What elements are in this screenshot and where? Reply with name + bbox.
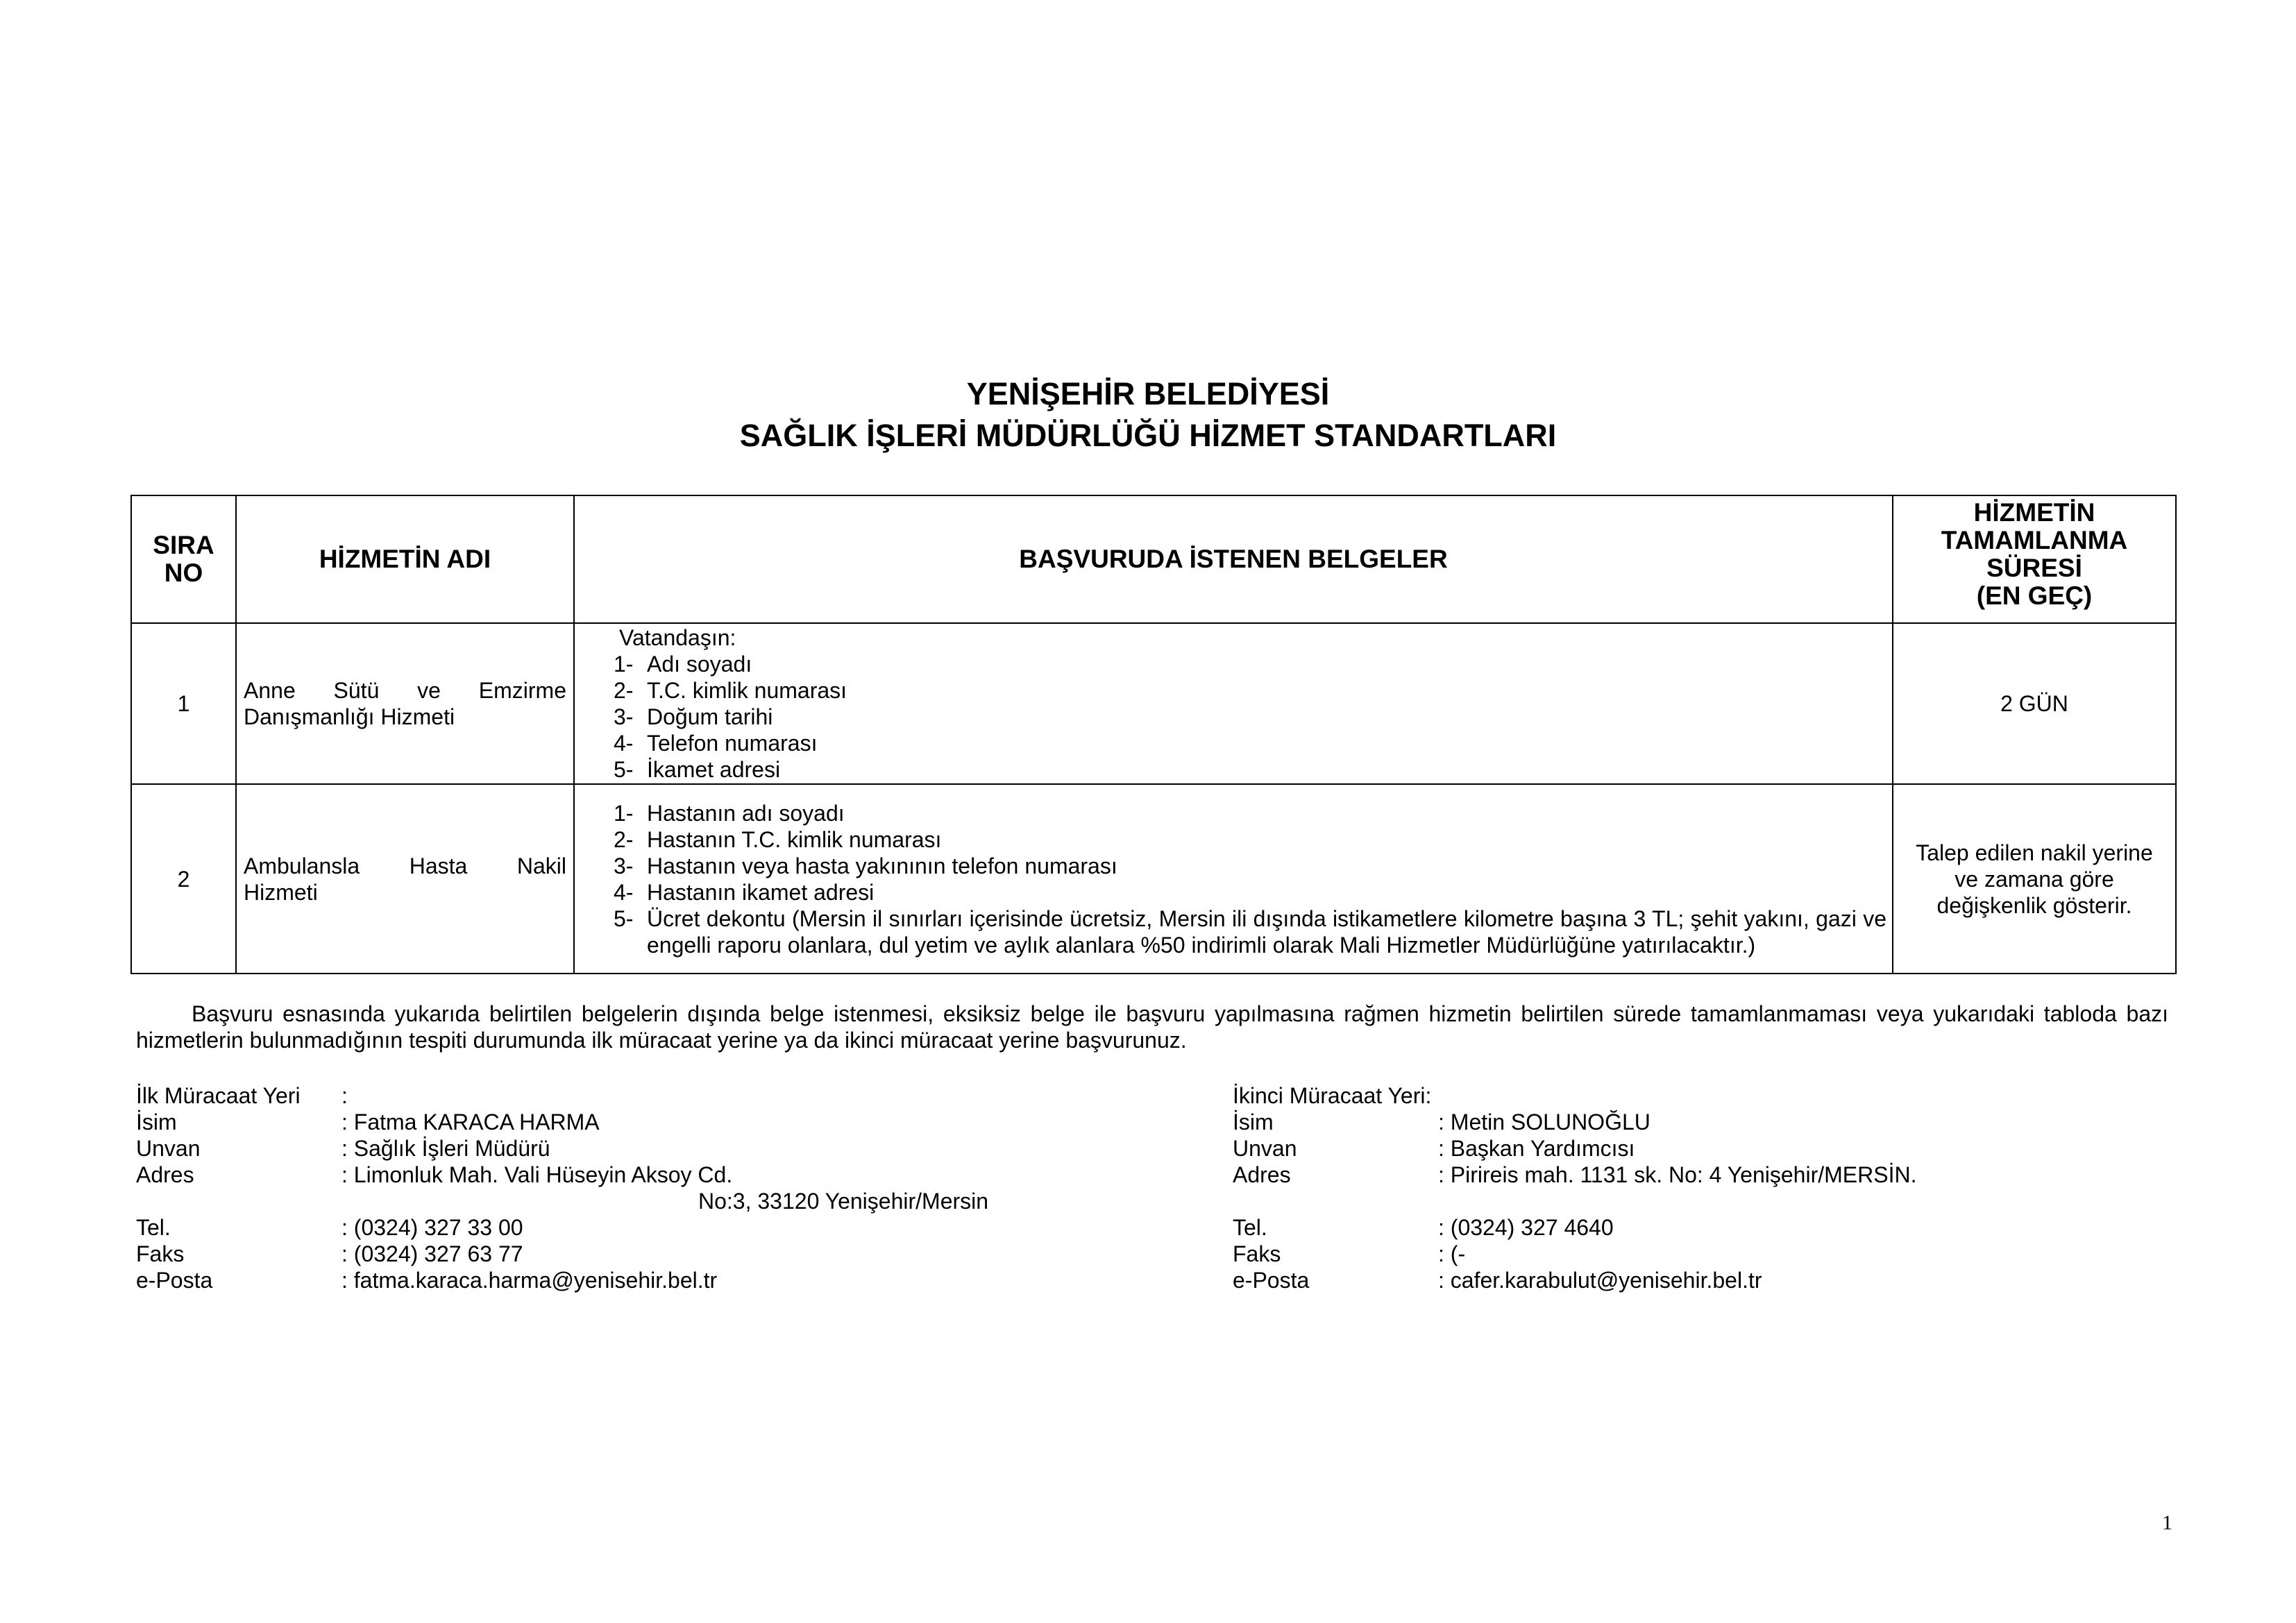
first-contact-block (136, 1082, 1038, 1293)
item-number: 3- (614, 704, 634, 729)
service-name-line2: Danışmanlığı Hizmeti (244, 704, 455, 729)
second-contact-block (1233, 1082, 2135, 1293)
service-standards-table (130, 495, 2177, 974)
duration-line2: ve zamana göre (1955, 866, 2114, 892)
header-hizmet-adi: HİZMETİN ADI (236, 495, 574, 623)
header-sure (1893, 495, 2176, 623)
title-label: Unvan (1233, 1136, 1297, 1161)
header-sira-no-line1: SIRA (153, 531, 214, 559)
page-number: 1 (2162, 1511, 2172, 1534)
email-value: : fatma.karaca.harma@yenisehir.bel.tr (341, 1268, 718, 1293)
header-belgeler: BAŞVURUDA İSTENEN BELGELER (574, 495, 1893, 623)
name-label: İsim (136, 1110, 177, 1135)
service-name-line1: Ambulansla Hasta Nakil (244, 853, 566, 878)
service-name-line2: Hizmeti (244, 879, 318, 905)
item-text: Hastanın adı soyadı (647, 800, 845, 826)
item-text: Hastanın veya hasta yakınının telefon numarası (647, 853, 1117, 878)
duration-line1: Talep edilen nakil yerine (1916, 840, 2153, 865)
header-sure-line4: (EN GEÇ) (1976, 581, 2093, 610)
header-sure-line2: TAMAMLANMA (1941, 526, 2128, 554)
list-item (614, 879, 1886, 906)
address-label: Adres (136, 1162, 194, 1187)
item-text: Hastanın ikamet adresi (647, 879, 875, 905)
documents-list (614, 651, 1886, 783)
item-text: Ücret dekontu (Mersin il sınırları içerisinde ücretsiz, Mersin ili dışında istikametlere kilometre başına 3 TL; şehit yakını, gazi ve engelli raporu olanlara, dul yetim ve aylık alanlara %50 indirimli olarak Mali Hizmetler Müdürlüğüne yatırılacaktır.) (647, 906, 1886, 958)
first-contact-heading: İlk Müracaat Yeri (136, 1083, 301, 1108)
item-number: 1- (614, 652, 634, 677)
item-text: Telefon numarası (647, 731, 818, 756)
fax-value: : (- (1438, 1241, 1466, 1266)
row-number: 1 (131, 623, 236, 784)
fax-value: : (0324) 327 63 77 (341, 1241, 523, 1266)
name-value: : Fatma KARACA HARMA (341, 1110, 600, 1135)
fax-label: Faks (1233, 1241, 1281, 1266)
address-continuation: No:3, 33120 Yenişehir/Mersin (698, 1189, 989, 1214)
list-item (614, 826, 1886, 853)
tel-label: Tel. (136, 1215, 171, 1240)
tel-value: : (0324) 327 4640 (1438, 1215, 1614, 1240)
list-item (614, 800, 1886, 826)
document-subtitle: SAĞLIK İŞLERİ MÜDÜRLÜĞÜ HİZMET STANDARTLARI (739, 418, 1557, 453)
item-number: 4- (614, 879, 634, 905)
required-documents (574, 784, 1893, 974)
list-item (614, 756, 1886, 783)
address-value: : Limonluk Mah. Vali Hüseyin Aksoy Cd. (341, 1162, 733, 1187)
address-label: Adres (1233, 1162, 1291, 1187)
list-item (614, 704, 1886, 730)
list-item (614, 853, 1886, 879)
list-item (614, 651, 1886, 677)
service-name (236, 784, 574, 974)
service-name (236, 623, 574, 784)
item-number: 3- (614, 853, 634, 878)
item-number: 2- (614, 678, 634, 703)
notice-paragraph: Başvuru esnasında yukarıda belirtilen belgelerin dışında belge istenmesi, eksiksiz belge ile başvuru yapılmasına rağmen hizmetin belirtilen sürede tamamlanmaması veya yukarıdaki tabloda bazı hizmetlerin bulunmadığının tespiti durumunda ilk müracaat yerine ya da ikinci müracaat yerine başvurunuz. (136, 1001, 2168, 1053)
header-sira-no-line2: NO (164, 559, 203, 587)
title-value: : Başkan Yardımcısı (1438, 1136, 1635, 1161)
table-header-row (131, 495, 2176, 623)
item-number: 1- (614, 800, 634, 826)
item-number: 5- (614, 757, 634, 782)
list-item (614, 677, 1886, 704)
item-text: Doğum tarihi (647, 704, 773, 729)
documents-list (614, 800, 1886, 958)
header-sure-line3: SÜRESİ (1986, 554, 2082, 582)
address-value: : Pirireis mah. 1131 sk. No: 4 Yenişehir/MERSİN. (1438, 1162, 1917, 1187)
fax-label: Faks (136, 1241, 185, 1266)
name-label: İsim (1233, 1110, 1274, 1135)
name-value: : Metin SOLUNOĞLU (1438, 1110, 1651, 1135)
email-label: e-Posta (136, 1268, 213, 1293)
title-label: Unvan (136, 1136, 201, 1161)
tel-label: Tel. (1233, 1215, 1267, 1240)
document-title: YENİŞEHİR BELEDİYESİ (966, 376, 1330, 411)
tel-value: : (0324) 327 33 00 (341, 1215, 523, 1240)
email-value: : cafer.karabulut@yenisehir.bel.tr (1438, 1268, 1762, 1293)
table-row (131, 784, 2176, 974)
service-name-line1: Anne Sütü ve Emzirme (244, 678, 566, 703)
item-text: İkamet adresi (647, 757, 781, 782)
first-contact-heading-colon: : (341, 1083, 348, 1108)
row-number: 2 (131, 784, 236, 974)
item-number: 2- (614, 826, 634, 852)
documents-lead: Vatandaşın: (619, 625, 736, 650)
item-number: 4- (614, 731, 634, 756)
item-text: Hastanın T.C. kimlik numarası (647, 826, 942, 852)
completion-duration (1893, 784, 2176, 974)
header-sure-line1: HİZMETİN (1973, 498, 2095, 527)
title-value: : Sağlık İşleri Müdürü (341, 1136, 550, 1161)
table-row (131, 623, 2176, 784)
list-item (614, 730, 1886, 756)
email-label: e-Posta (1233, 1268, 1310, 1293)
duration-line3: değişkenlik gösterir. (1936, 892, 2132, 918)
required-documents (574, 623, 1893, 784)
item-text: Adı soyadı (647, 652, 752, 677)
list-item (614, 906, 1886, 958)
item-number: 5- (614, 906, 634, 931)
header-sira-no (131, 495, 236, 623)
second-contact-heading: İkinci Müracaat Yeri: (1233, 1083, 1432, 1108)
item-text: T.C. kimlik numarası (647, 678, 847, 703)
completion-duration: 2 GÜN (1893, 623, 2176, 784)
